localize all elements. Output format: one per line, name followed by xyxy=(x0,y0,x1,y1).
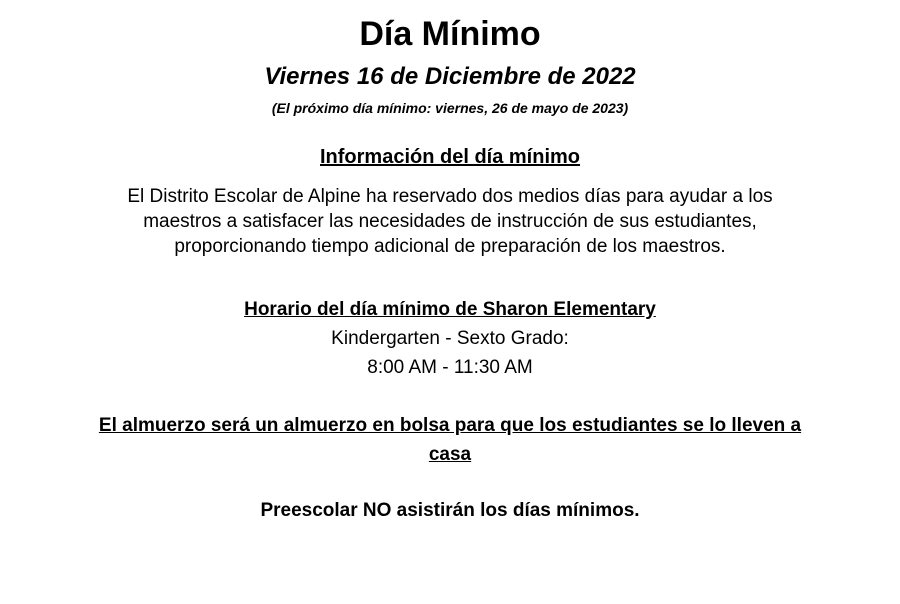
event-date: Viernes 16 de Diciembre de 2022 xyxy=(264,63,636,90)
schedule-hours: 8:00 AM - 11:30 AM xyxy=(367,357,533,378)
next-minimum-day-note: (El próximo día mínimo: viernes, 26 de mayo de 2023) xyxy=(271,100,629,116)
info-paragraph: El Distrito Escolar de Alpine ha reservado dos medios días para ayudar a los maestros a satisfacer las necesidades de instrucción de sus estudiantes, proporcionando tiempo adicional de preparación de los maestros. xyxy=(127,186,773,257)
page-title: Día Mínimo xyxy=(359,15,541,53)
info-heading: Información del día mínimo xyxy=(319,146,581,168)
preschool-notice: Preescolar NO asistirán los días mínimos. xyxy=(260,500,640,521)
schedule-heading: Horario del día mínimo de Sharon Elementary xyxy=(244,299,656,320)
lunch-notice: El almuerzo será un almuerzo en bolsa para que los estudiantes se lo lleven a casa xyxy=(98,415,802,465)
schedule-grades: Kindergarten - Sexto Grado: xyxy=(331,328,569,349)
